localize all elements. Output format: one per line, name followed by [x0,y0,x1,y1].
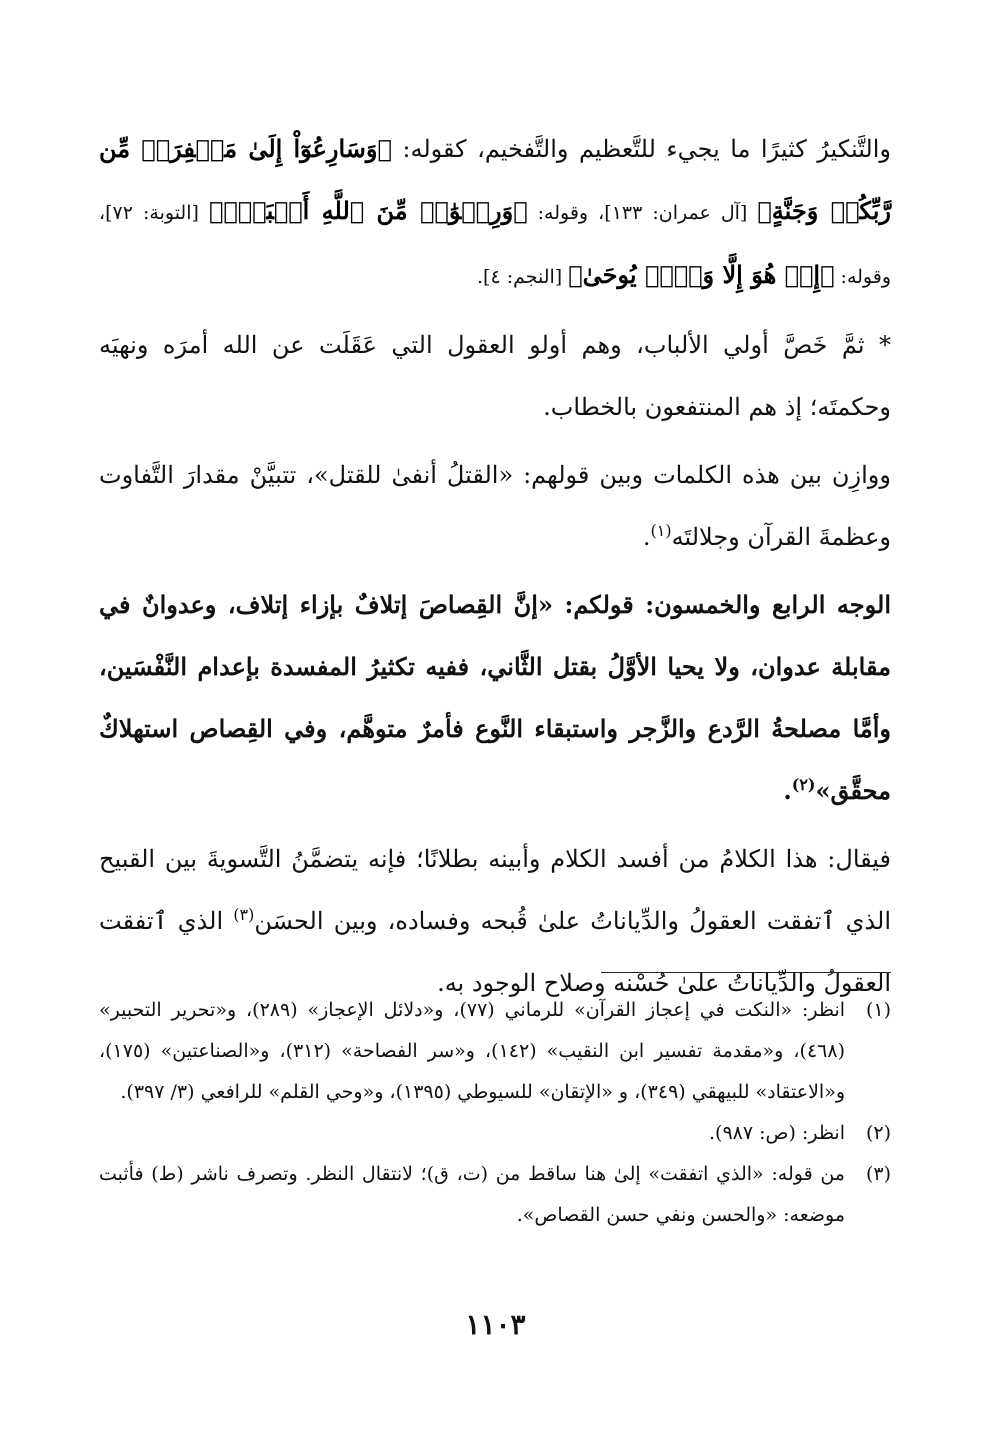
verse-2-reference: [التوبة: ٧٢]، وقوله: [99,202,891,288]
footnote-ref-3: (٣) [233,905,255,924]
main-text [99,118,891,1020]
footnote-1-text: انظر: «النكت في إعجاز القرآن» للرماني (٧٧)، و«دلائل الإعجاز» (٢٨٩)، و«تحرير التحبير» (٤٦٨)، و«مقدمة تفسير ابن النقيب» (١٤٢)، و«سر الفصاحة» (٣١٢)، و«الصناعتين» (١٧٥)، و«الاعتقاد» للبيهقي (٣٤٩)، و «الإتقان» للسيوطي (١٣٩٥)، و«وحي القلم» للرافعي (٣/ ٣٩٧). [99,999,846,1103]
footnote-ref-1: (١) [650,521,672,540]
footnote-2 [99,1113,891,1154]
quran-verse-2: ﴿وَرِضۡوَٰنٞ مِّنَ ٱللَّهِ أَكۡبَرُۚ﴾ [208,196,528,225]
paragraph-1 [99,118,891,308]
footnote-3-number: (٣) [865,1163,891,1185]
paragraph-3-text: ووازِن بين هذه الكلمات وبين قولهم: «القتلُ أنفىٰ للقتل»، تتبيَّنْ مقدارَ التَّفاوت وعظمةَ القرآن وجلالتَه [99,461,891,551]
paragraph-1-intro: والتَّنكيرُ كثيرًا ما يجيء للتَّعظيم والتَّفخيم، كقوله: [391,135,892,163]
footnote-ref-2: (٢) [791,775,816,794]
paragraph-4-end: . [783,776,792,805]
paragraph-5 [99,828,891,1014]
paragraph-3-end: . [642,523,651,551]
section-label: الوجه الرابع والخمسون: [645,590,891,619]
paragraph-2: * ثمَّ خَصَّ أولي الألباب، وهم أولو العقول التي عَقَلَت عن الله أمرَه ونهيَه وحكمتَه؛ إذ هم المنتفعون بالخطاب. [99,331,891,421]
verse-1-reference: [آل عمران: ١٣٣]، وقوله: [527,202,758,224]
footnote-3-text: من قوله: «الذي اتفقت» إلىٰ هنا ساقط من (ت، ق)؛ لانتقال النظر. وتصرف ناشر (ط) فأثبت موضعه: «والحسن ونفي حسن القصاص». [99,1163,845,1226]
verse-3-reference: [النجم: ٤]. [476,266,569,288]
paragraph-5-text-1: فيقال: هذا الكلامُ من أفسد الكلام وأبينه بطلانًا؛ فإنه يتضمَّنُ التَّسويةَ بين القبيح الذي ٱتفقت العقولُ والدِّياناتُ علىٰ قُبحه وفساده، وبين الحسَن [99,845,891,935]
paragraph-4-text: قولكم: «إنَّ القِصاصَ إتلافٌ بإزاء إتلاف، وعدوانٌ في مقابلة عدوان، ولا يحيا الأوَّلُ بقتل الثَّاني، ففيه تكثيرُ المفسدة بإعدام النَّفْسَين، وأمَّا مصلحةُ الرَّدع والزَّجر واستبقاء النَّوع فأمرٌ متوهَّم، وفي القِصاص استهلاكٌ محقَّق» [99,590,891,805]
paragraph-3 [99,444,891,568]
footnote-3 [99,1154,891,1236]
footnote-2-number: (٢) [865,1122,891,1144]
footnote-1-number: (١) [865,999,891,1021]
footnote-separator [601,972,891,973]
page-number: ١١٠٣ [465,1308,526,1341]
paragraph-5-text-2: الذي ٱتفقت العقولُ والدِّياناتُ علىٰ حُسْنه وصلاح الوجود به. [99,907,891,997]
paragraph-4 [99,574,891,822]
quran-verse-3: ﴿إِنۡ هُوَ إِلَّا وَحۡيٞ يُوحَىٰ﴾ [568,260,835,289]
footnotes [99,990,891,1236]
quran-verse-1: ﴿وَسَارِعُوٓاْ إِلَىٰ مَغۡفِرَةٖ مِّن رَّبِّكُمۡ وَجَنَّةٍ﴾ [99,134,891,225]
footnote-2-text: انظر: (ص: ٩٨٧). [709,1122,845,1144]
footnote-1 [99,990,891,1113]
